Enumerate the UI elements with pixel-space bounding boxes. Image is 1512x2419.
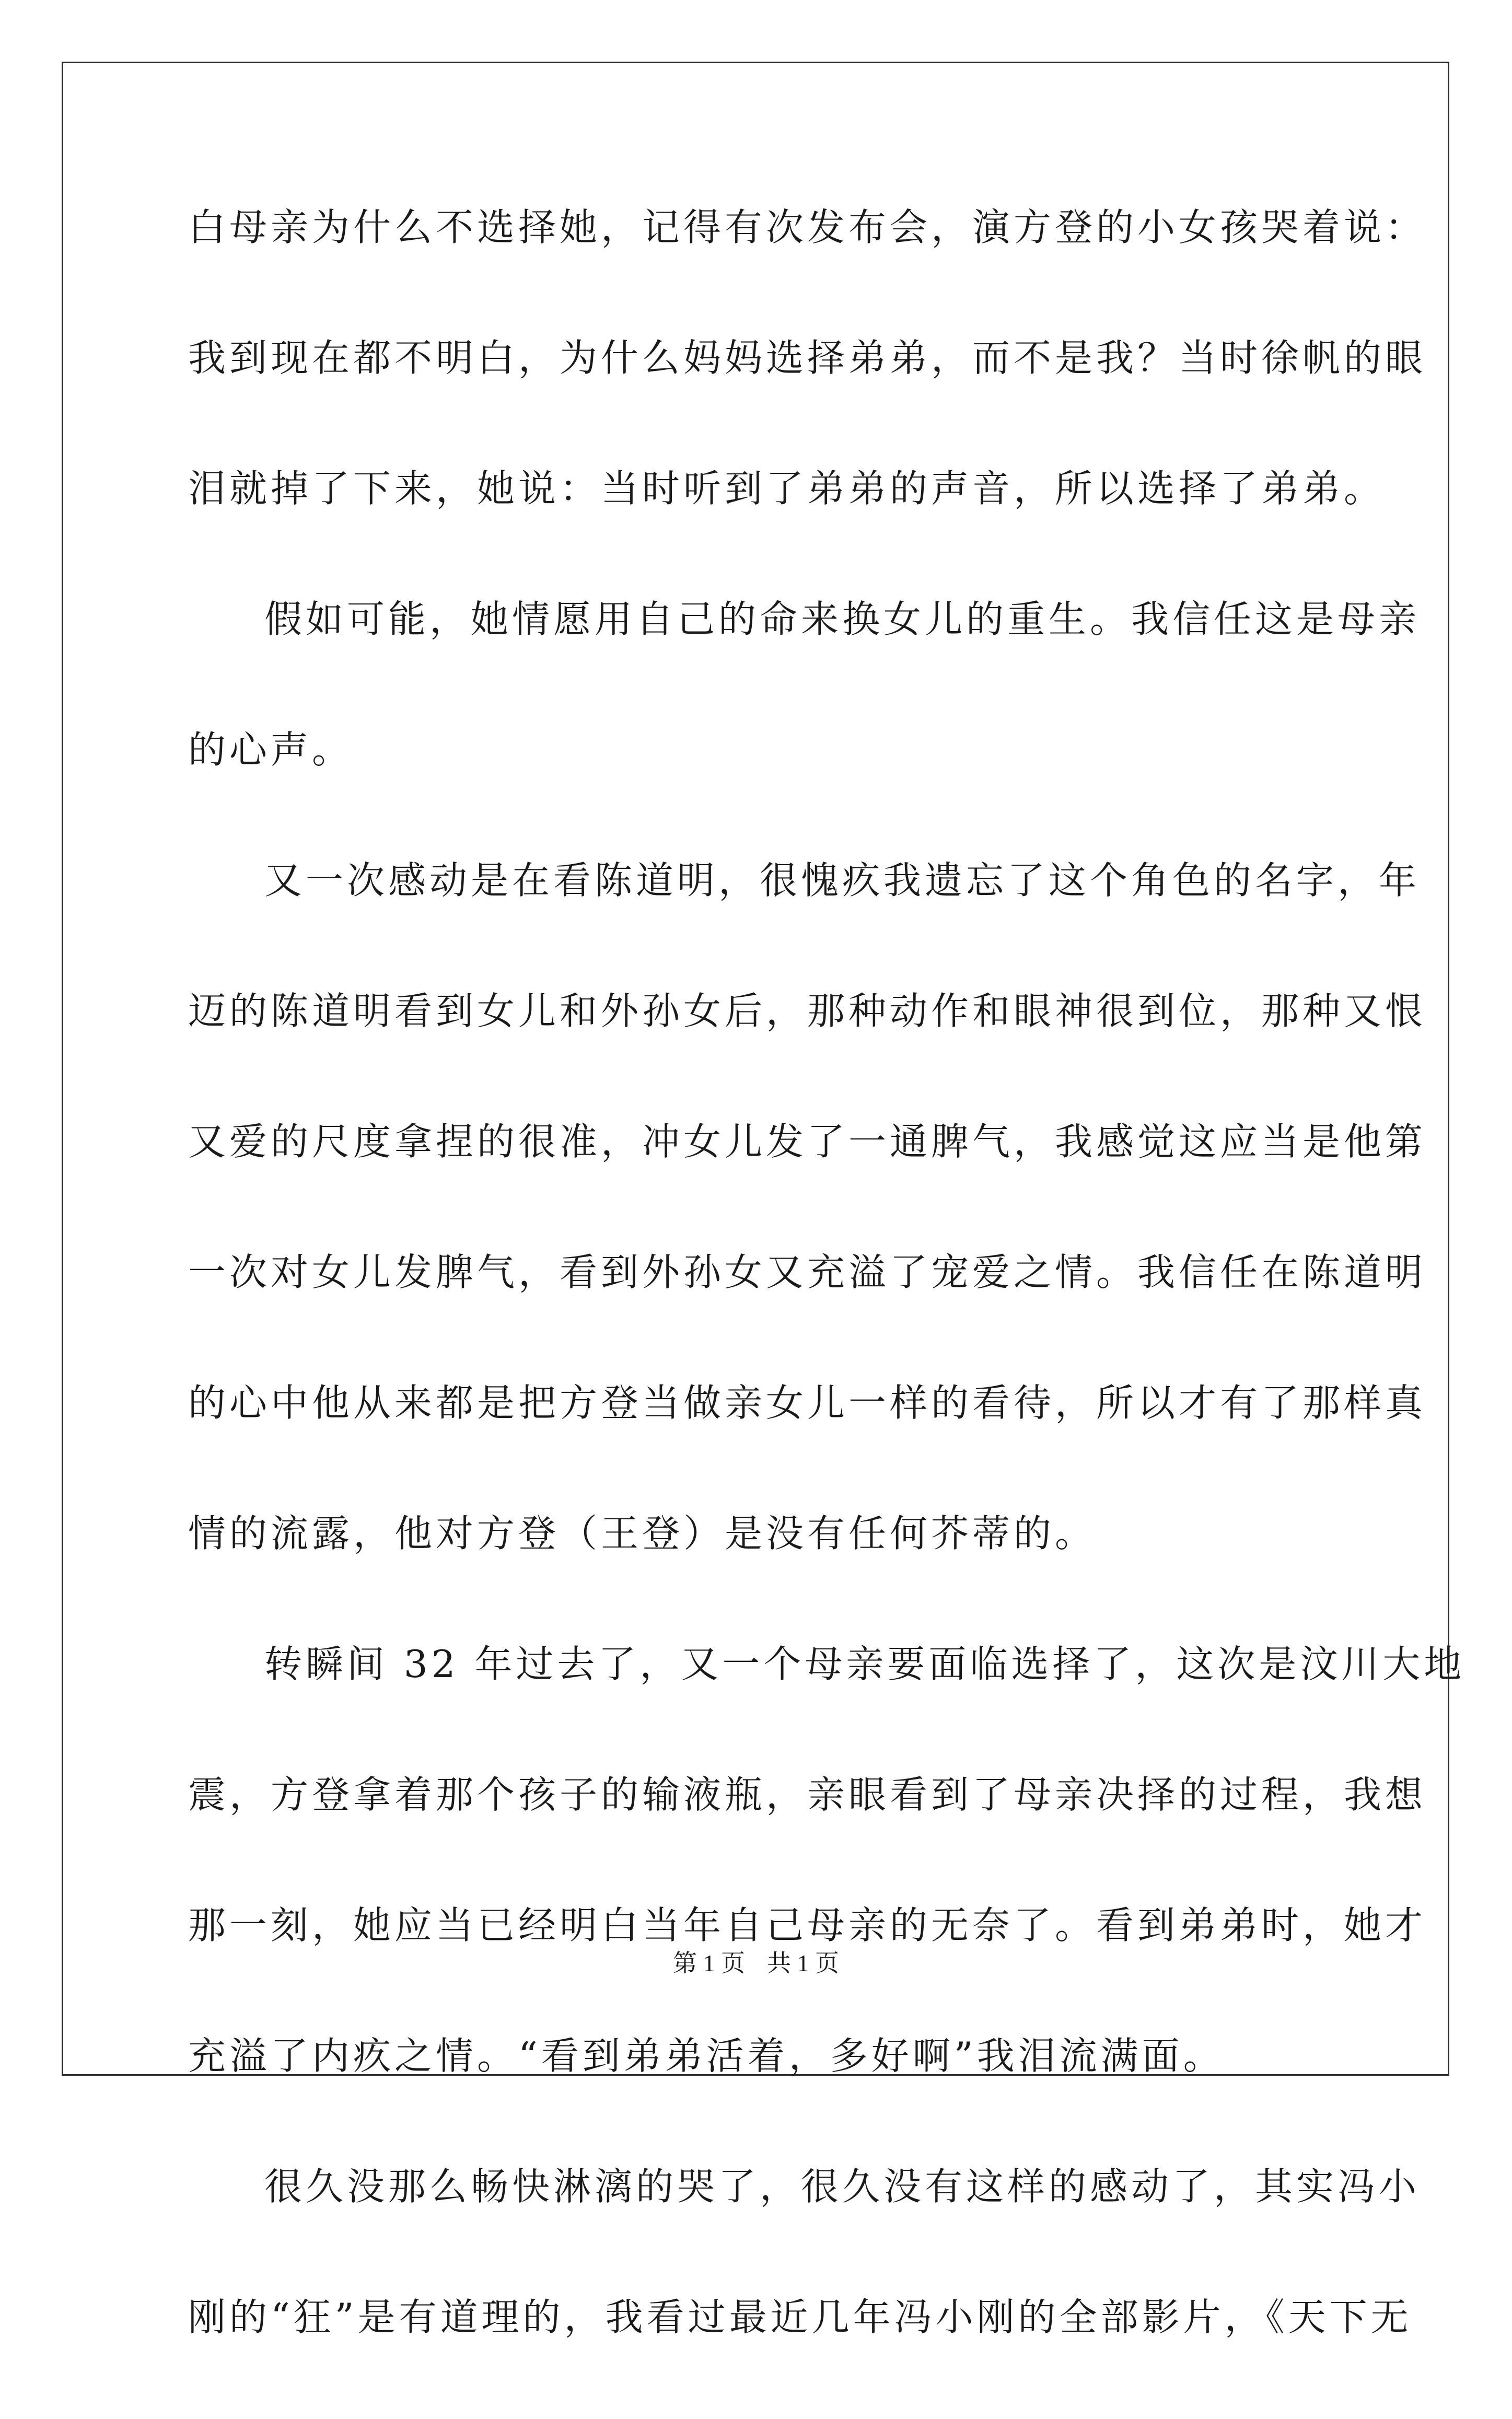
page-footer [0,1948,1512,1979]
text-line: 转瞬间 32 年过去了，又一个母亲要面临选择了，这次是汶川大地 [264,1642,1466,1686]
text-line: 情的流露，他对方登（王登）是没有任何芥蒂的。 [188,1511,1097,1555]
text-line: 泪就掉了下来，她说：当时听到了弟弟的声音，所以选择了弟弟。 [188,467,1386,510]
text-line: 迈的陈道明看到女儿和外孙女后，那种动作和眼神很到位，那种又恨 [188,989,1427,1033]
text-line: 的心中他从来都是把方登当做亲女儿一样的看待，所以才有了那样真 [188,1381,1427,1425]
text-line: 很久没那么畅快淋漓的哭了，很久没有这样的感动了，其实冯小 [264,2165,1421,2208]
text-line: 又一次感动是在看陈道明，很愧疚我遗忘了这个角色的名字，年 [264,858,1421,902]
text-line: 的心声。 [188,728,354,772]
text-line: 白母亲为什么不选择她，记得有次发布会，演方登的小女孩哭着说： [188,205,1427,249]
text-line: 充溢了内疚之情。“看到弟弟活着，多好啊”我泪流满面。 [188,2034,1225,2078]
text-line: 震，方登拿着那个孩子的输液瓶，亲眼看到了母亲决择的过程，我想 [188,1773,1427,1817]
page-number: 第 1 页 [673,1950,745,1976]
text-line: 那一刻，她应当已经明白当年自己母亲的无奈了。看到弟弟时，她才 [188,1903,1427,1947]
text-line: 一次对女儿发脾气，看到外孙女又充溢了宠爱之情。我信任在陈道明 [188,1250,1427,1294]
document-body [188,199,1466,2419]
text-line: 假如可能，她情愿用自己的命来换女儿的重生。我信任这是母亲 [264,597,1421,641]
text-line: 我到现在都不明白，为什么妈妈选择弟弟，而不是我？当时徐帆的眼 [188,336,1427,380]
text-line: 又爱的尺度拿捏的很准，冲女儿发了一通脾气，我感觉这应当是他第 [188,1120,1427,1164]
page-total: 共 1 页 [767,1950,839,1976]
text-line: 刚的“狂”是有道理的，我看过最近几年冯小刚的全部影片，《天下无 [188,2295,1412,2339]
